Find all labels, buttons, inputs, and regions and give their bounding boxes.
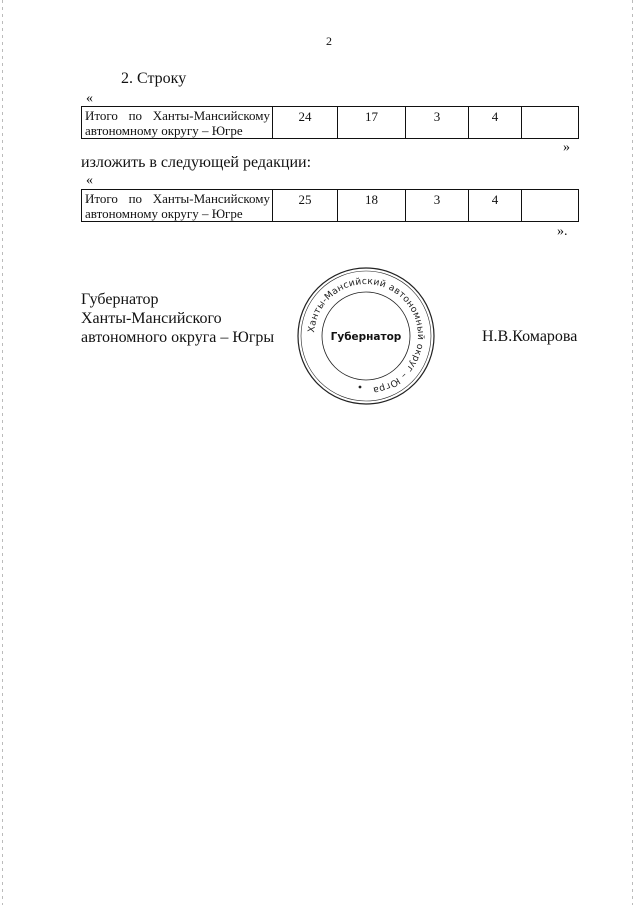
value-cell: 3: [406, 190, 469, 222]
new-row-table: [81, 189, 579, 222]
value-cell: 4: [469, 190, 522, 222]
close-quote-1: »: [563, 140, 570, 155]
label-word: Итого: [85, 191, 118, 206]
row-label-line2: автономному округу – Югре: [85, 123, 243, 138]
value-cell: [522, 107, 579, 139]
signer-name: Н.В.Комарова: [482, 328, 578, 345]
seal-dot: [359, 386, 362, 389]
value-cell: 3: [406, 107, 469, 139]
signature-title-block: [81, 290, 274, 347]
row-label-line1: [85, 108, 270, 123]
label-word: Ханты-Мансийскому: [152, 191, 270, 206]
point-heading: 2. Строку: [121, 70, 187, 87]
value-cell: 4: [469, 107, 522, 139]
open-quote-1: «: [86, 91, 93, 106]
open-quote-2: «: [86, 173, 93, 188]
table-row: [82, 107, 579, 139]
governor-seal: [295, 265, 437, 407]
value-cell: 25: [273, 190, 338, 222]
signature-title-line3: автономного округа – Югры: [81, 329, 275, 346]
signature-title-line2: Ханты-Мансийского: [81, 310, 222, 327]
seal-ring-text: Ханты-Мансийский автономный округ – Югра: [306, 275, 427, 396]
page-edge-right: [632, 0, 633, 905]
page-edge-left: [2, 0, 3, 905]
value-cell: 17: [338, 107, 406, 139]
value-cell: [522, 190, 579, 222]
old-row-table: [81, 106, 579, 139]
value-cell: 18: [338, 190, 406, 222]
row-label-cell: [82, 190, 273, 222]
label-word: Ханты-Мансийскому: [152, 108, 270, 123]
seal-center-text: Губернатор: [330, 331, 402, 343]
instruction-text: изложить в следующей редакции:: [81, 154, 312, 171]
close-quote-2: ».: [557, 224, 568, 239]
table-row: [82, 190, 579, 222]
row-label-line2: автономному округу – Югре: [85, 206, 243, 221]
label-word: по: [128, 191, 143, 206]
page-number: 2: [326, 34, 332, 48]
value-cell: 24: [273, 107, 338, 139]
row-label-line1: [85, 191, 270, 206]
label-word: по: [128, 108, 143, 123]
row-label-cell: [82, 107, 273, 139]
signature-title-line1: Губернатор: [81, 291, 159, 308]
label-word: Итого: [85, 108, 118, 123]
